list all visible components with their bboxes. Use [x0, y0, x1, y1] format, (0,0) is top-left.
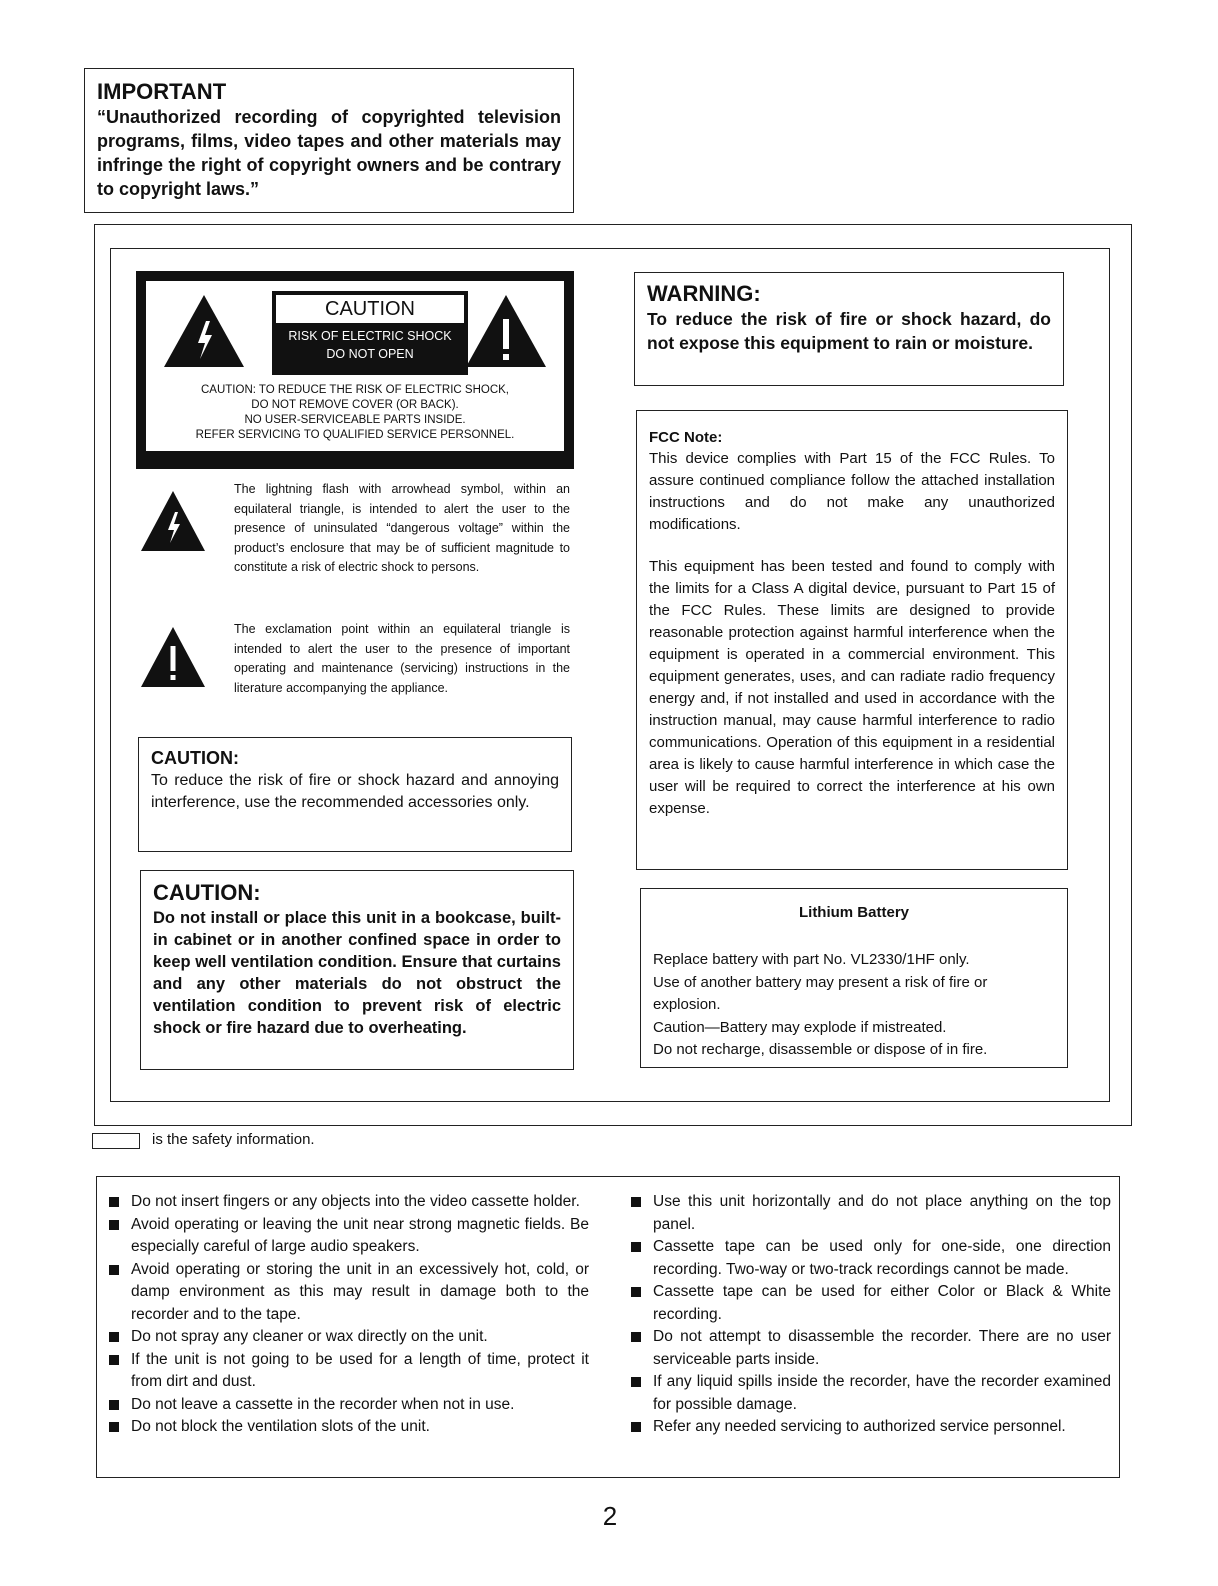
important-title: IMPORTANT [97, 79, 227, 104]
lithium-battery-line: Replace battery with part No. VL2330/1HF only. [653, 951, 970, 968]
list-item: Do not attempt to disassemble the recorder. There are no user serviceable parts inside. [629, 1326, 1111, 1371]
lightning-symbol-description: The lightning flash with arrowhead symbol, within an equilateral triangle, is intended to alert the user to the presence of uninsulated “dangerous voltage” within the product’s enclosure that may be of sufficient magnitude to constitute a risk of electric shock to persons. [234, 482, 570, 574]
list-item: Do not insert fingers or any objects into the video cassette holder. [107, 1191, 589, 1214]
caution-label-risk-line2: DO NOT OPEN [326, 347, 414, 361]
handling-notes-box [96, 1176, 1120, 1478]
important-body: “Unauthorized recording of copyrighted television programs, films, video tapes and other materials may infringe the right of copyright owners and be contrary to copyright laws.” [97, 107, 561, 199]
list-item: Refer any needed servicing to authorized service personnel. [629, 1416, 1111, 1439]
lightning-warning-icon [162, 293, 246, 369]
list-item: If any liquid spills inside the recorder, have the recorder examined for possible damage. [629, 1371, 1111, 1416]
list-item: Do not spray any cleaner or wax directly on the unit. [107, 1326, 589, 1349]
lithium-battery-text [653, 949, 1055, 1062]
caution-ventilation-box [140, 870, 574, 1070]
handling-notes-right-column [629, 1191, 1111, 1439]
lithium-battery-line: Use of another battery may present a risk of fire or explosion. [653, 973, 988, 1013]
caution-label-top [146, 281, 564, 386]
fcc-note-paragraph: This equipment has been tested and found to comply with the limits for a Class A digital device, pursuant to Part 15 of the FCC Rules. These limits are designed to provide reasonable protection against harmful interference when the equipment is operated in a commercial environment. This equipment generates, uses, and can radiate radio frequency energy and, if not installed and used in accordance with the instruction manual, may cause harmful interference to radio communications. Operation of this equipment in a residential area is likely to cause harmful interference in which case the user will be required to correct the interference at his own expense. [649, 558, 1055, 817]
lithium-battery-line: Do not recharge, disassemble or dispose of in fire. [653, 1041, 988, 1058]
caution-label-text [146, 377, 564, 451]
fcc-note-box [636, 410, 1068, 870]
warning-body: To reduce the risk of fire or shock hazard, do not expose this equipment to rain or moisture. [647, 309, 1051, 353]
caution-label [136, 271, 574, 469]
page-number: 2 [602, 1501, 618, 1531]
warning-box [634, 272, 1064, 386]
safety-legend-swatch [92, 1133, 140, 1149]
fcc-note-paragraph: This device complies with Part 15 of the FCC Rules. To assure continued compliance follow the attached installation instructions and do not make any unauthorized modifications. [649, 450, 1055, 533]
caution-label-center [272, 291, 468, 375]
list-item: Use this unit horizontally and do not place anything on the top panel. [629, 1191, 1111, 1236]
safety-legend-text: is the safety information. [152, 1131, 315, 1148]
fcc-note-title: FCC Note: [649, 429, 723, 446]
lightning-symbol-icon [140, 490, 206, 552]
caution-accessories-box [138, 737, 572, 852]
exclamation-warning-icon [464, 293, 548, 369]
warning-title: WARNING: [647, 281, 761, 306]
list-item: Avoid operating or leaving the unit near strong magnetic fields. Be especially careful of large audio speakers. [107, 1214, 589, 1259]
exclamation-symbol-icon [140, 626, 206, 688]
caution-label-line: DO NOT REMOVE COVER (OR BACK). [251, 399, 459, 411]
exclamation-symbol-description: The exclamation point within an equilateral triangle is intended to alert the user to the presence of important operating and maintenance (servicing) instructions in the literature accompanying the appliance. [234, 622, 570, 695]
caution-label-line: NO USER-SERVICEABLE PARTS INSIDE. [244, 414, 466, 426]
caution-label-word: CAUTION [276, 295, 464, 323]
list-item: Cassette tape can be used for either Color or Black & White recording. [629, 1281, 1111, 1326]
list-item: If the unit is not going to be used for a length of time, protect it from dirt and dust. [107, 1349, 589, 1394]
caution-label-risk-line1: RISK OF ELECTRIC SHOCK [288, 329, 452, 343]
caution-ventilation-body: Do not install or place this unit in a bookcase, built-in cabinet or in another confined space in order to keep well ventilation condition. Ensure that curtains and any other materials do not obstruct the ventilation condition to prevent risk of electric shock or fire hazard due to overheating. [153, 909, 561, 1037]
caution-accessories-body: To reduce the risk of fire or shock hazard and annoying interference, use the recommended accessories only. [151, 772, 559, 811]
important-notice [84, 68, 574, 213]
caution-label-line: REFER SERVICING TO QUALIFIED SERVICE PERSONNEL. [195, 429, 515, 441]
list-item: Avoid operating or storing the unit in an excessively hot, cold, or damp environment as this may result in damage both to the recorder and to the tape. [107, 1259, 589, 1327]
caution-accessories-title: CAUTION: [151, 748, 239, 768]
list-item: Cassette tape can be used only for one-side, one direction recording. Two-way or two-track recordings cannot be made. [629, 1236, 1111, 1281]
lithium-battery-title: Lithium Battery [798, 904, 909, 921]
list-item: Do not leave a cassette in the recorder when not in use. [107, 1394, 589, 1417]
caution-ventilation-title: CAUTION: [153, 880, 261, 905]
caution-label-line: CAUTION: TO REDUCE THE RISK OF ELECTRIC SHOCK, [201, 384, 509, 396]
lithium-battery-line: Caution—Battery may explode if mistreated. [653, 1018, 947, 1036]
handling-notes-left-column [107, 1191, 589, 1439]
lithium-battery-box [640, 888, 1068, 1068]
list-item: Do not block the ventilation slots of the unit. [107, 1416, 589, 1439]
